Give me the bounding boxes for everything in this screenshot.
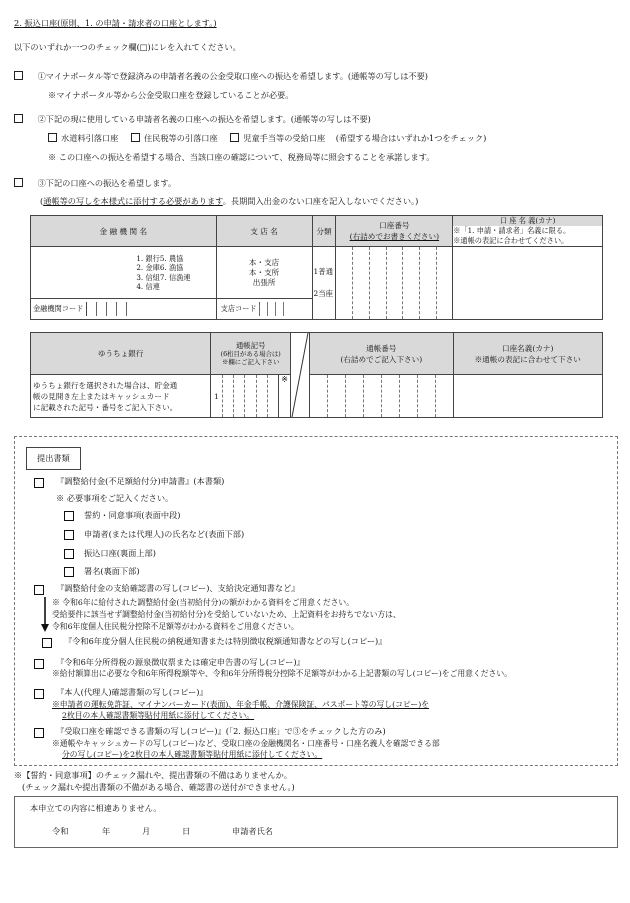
- branch-type-list: 本・支店 本・支所 出張所: [216, 247, 312, 299]
- institution-name-field[interactable]: [31, 247, 135, 299]
- doc2-sub: 『令和6年度分個人住民税の納税通知書または特別徴収税額通知書などの写し(コピー)』: [64, 636, 387, 646]
- header-branch: 支 店 名: [216, 216, 312, 247]
- yucho-slash-cell: [291, 333, 310, 418]
- confirm-statement: 本申立ての内容に相違ありません。: [30, 803, 162, 813]
- doc1-sub4: 署名(裏面下部): [84, 566, 140, 576]
- institution-type-list: 1. 銀行5. 農協 2. 金庫6. 漁協 3. 信組7. 信漁連 4. 信連: [134, 247, 216, 299]
- confirm-year[interactable]: 年: [102, 826, 111, 836]
- yucho-symbol-header: 通帳記号 (6桁目がある場合は) ※欄にご記入下さい: [211, 333, 291, 375]
- footer-note2: (チェック漏れや提出書類の不備がある場合、確認書の送付ができません。): [22, 782, 295, 792]
- option3-row: ③下記の口座への振込を希望します。: [14, 178, 176, 189]
- section-title: 2. 振込口座(原則、1. の申請・請求者の口座とします。): [14, 18, 217, 28]
- yucho-note: ゆうちょ銀行を選択された場合は、貯金通 帳の見開き左上またはキャッシュカード に記載された記号・番号をご記入下さい。: [31, 375, 211, 418]
- yucho-table: [30, 332, 603, 418]
- option1-row: ①マイナポータル等で登録済みの申請者名義の公金受取口座への振込を希望します。(通帳等の写しは不要): [14, 71, 428, 82]
- option2-checkbox[interactable]: [14, 114, 23, 123]
- doc2-note2: 受給要件に該当せず調整給付金(当初給付分)を受給していないため、上記資料をお持ちでない方は、: [52, 610, 401, 619]
- option1-checkbox[interactable]: [14, 71, 23, 80]
- yucho-number-header: 通帳番号 (右詰めでご記入下さい): [310, 333, 453, 375]
- doc1-sub4-checkbox[interactable]: [64, 567, 74, 577]
- institution-code-field[interactable]: 金融機関コード: [31, 299, 217, 320]
- option1-note: ※マイナポータル等から公金受取口座を登録していることが必要。: [48, 90, 294, 100]
- doc2-arrow-icon: [40, 597, 50, 633]
- doc1-note: ※ 必要事項をご記入ください。: [56, 493, 174, 503]
- doc4-checkbox[interactable]: [34, 689, 44, 699]
- doc4-label: 『本人(代理人)確認書類の写し(コピー)』: [56, 687, 208, 697]
- confirm-applicant-name[interactable]: 申請者氏名: [232, 826, 273, 836]
- account-number-boxes[interactable]: [336, 247, 453, 320]
- doc5-note1: ※通帳やキャッシュカードの写し(コピー)など、受取口座の金融機関名・口座番号・口座名義人を確認できる部: [52, 739, 440, 748]
- header-institution: 金 融 機 関 名: [31, 216, 217, 247]
- slash-line: [291, 333, 309, 417]
- doc1-checkbox[interactable]: [34, 478, 44, 488]
- doc5-checkbox[interactable]: [34, 728, 44, 738]
- doc3-checkbox[interactable]: [34, 659, 44, 669]
- option2-note: ※ この口座への振込を希望する場合、当該口座の確認について、税務局等に照会することを承諾します。: [48, 152, 435, 162]
- doc2-note1: ※ 令和6年に給付された調整給付金(当初給付分)の額がわかる資料をご用意ください。: [52, 598, 355, 607]
- bank-account-table: [30, 215, 603, 320]
- choice-water-checkbox[interactable]: [48, 133, 57, 142]
- doc1-sub3: 振込口座(裏面上部): [84, 548, 156, 558]
- doc1-sub2: 申請者(または代理人)の氏名など(表面下部): [84, 529, 245, 539]
- account-type-list[interactable]: 1普通 2当座: [312, 247, 336, 320]
- confirm-era: 令和: [52, 826, 69, 836]
- option3-note: (通帳等の写しを本様式に添付する必要があります。長期間入出金のない口座を記入しないでください。): [40, 196, 419, 206]
- doc2-note3: 令和6年度個人住民税分控除不足額等がわかる資料をご用意ください。: [52, 622, 299, 631]
- doc5-note2: 分の写し(コピー)を2枚目の本人確認書類等貼付用紙に添付してください。: [62, 750, 323, 759]
- documents-title: 提出書類: [26, 447, 81, 470]
- yucho-holder-field[interactable]: [453, 375, 602, 418]
- header-holder: 口 座 名 義(カナ) ※「1. 申請・請求者」名義に限る。 ※通帳の表記に合わせてください。: [453, 216, 603, 247]
- doc2-checkbox[interactable]: [34, 585, 44, 595]
- doc1-sub1-checkbox[interactable]: [64, 511, 74, 521]
- footer-note1: ※【誓約・同意事項】のチェック漏れや、提出書類の不備はありませんか。: [14, 770, 292, 780]
- doc2-label: 『調整給付金の支給確認書の写し(コピー)、支給決定通知書など』: [56, 583, 300, 593]
- yucho-bank-label: ゆうちょ銀行: [31, 333, 211, 375]
- doc4-note2: 2枚目の本人確認書類等貼付用紙に添付してください。: [62, 711, 255, 720]
- confirm-day[interactable]: 日: [182, 826, 191, 836]
- yucho-symbol-extra[interactable]: ※: [279, 375, 291, 418]
- confirm-month[interactable]: 月: [142, 826, 151, 836]
- yucho-symbol-boxes[interactable]: 1: [211, 375, 279, 418]
- doc1-sub3-checkbox[interactable]: [64, 549, 74, 559]
- branch-code-field[interactable]: 支店コード: [216, 299, 312, 320]
- doc4-note1: ※申請者の運転免許証、マイナンバーカード(表面)、年金手帳、介護保険証、パスポート等の写し(コピー)を: [52, 700, 430, 709]
- doc5-label: 『受取口座を確認できる書類の写し(コピー)』(「2. 振込口座」で③をチェックした方のみ): [56, 726, 386, 736]
- instruction-text: 以下のいずれか一つのチェック欄(□)にレを入れてください。: [14, 42, 241, 52]
- account-holder-field[interactable]: [453, 247, 603, 320]
- option2-choices: 水道料引落口座 住民税等の引落口座 児童手当等の受給口座 (希望する場合はいずれか1つをチェック): [48, 133, 486, 144]
- doc1-label: 『調整給付金(不足額給付分)申請書』(本書類): [56, 476, 225, 486]
- doc1-sub2-checkbox[interactable]: [64, 530, 74, 540]
- choice-resident-tax-checkbox[interactable]: [131, 133, 140, 142]
- option2-row: ②下記の現に使用している申請者名義の口座への振込を希望します。(通帳等の写しは不要): [14, 114, 371, 125]
- doc1-sub1: 誓約・同意事項(表面中段): [84, 510, 181, 520]
- choice-child-allowance-checkbox[interactable]: [230, 133, 239, 142]
- doc2-sub-checkbox[interactable]: [42, 638, 52, 648]
- doc3-label: 『令和6年分所得税の源泉徴収票または確定申告書の写し(コピー)』: [56, 657, 305, 667]
- yucho-number-boxes[interactable]: [310, 375, 453, 418]
- yucho-holder-header: 口座名義(カナ) ※通帳の表記に合わせて下さい: [453, 333, 602, 375]
- header-type: 分類: [312, 216, 336, 247]
- doc3-note: ※給付額算出に必要な令和6年所得税額等や、令和6年分所得税分控除不足額等がわかる上記書類の写し(コピー)をご用意ください。: [52, 669, 512, 678]
- header-account-no: 口座番号 (右詰めでお書きください): [336, 216, 453, 247]
- option3-checkbox[interactable]: [14, 178, 23, 187]
